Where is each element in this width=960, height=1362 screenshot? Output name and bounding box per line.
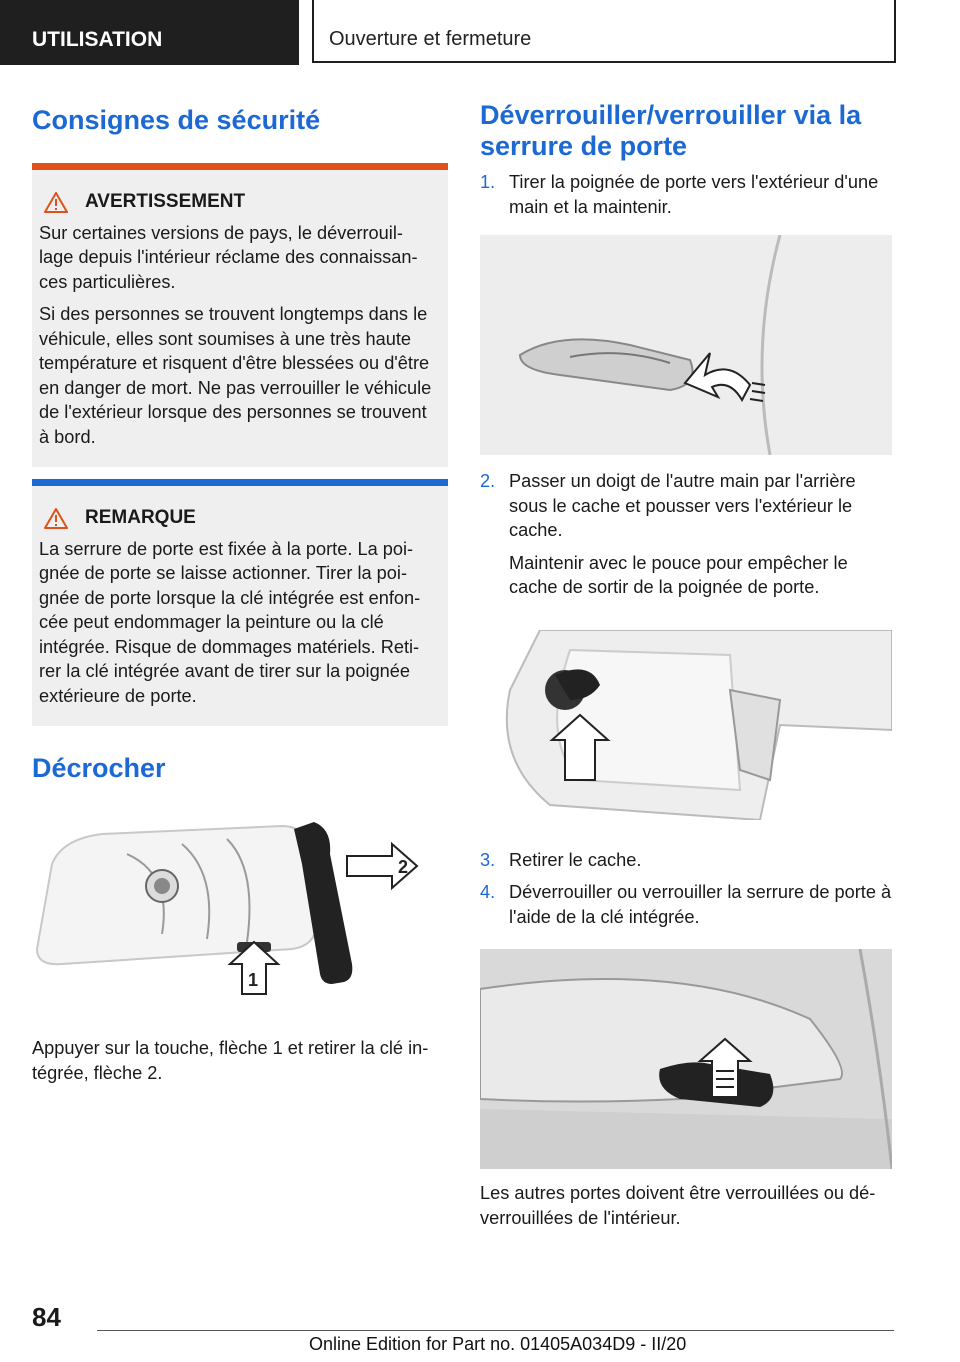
note-text: La serrure de porte est fixée à la porte. La poi-gnée de porte se laisse actionner. Tirer la poi-gnée de porte lorsque la clé intégrée est enfon-cée peut endommager la peinture ou la clé intégrée. Risque de dommages matériels. Reti-rer la clé intégrée avant de tirer sur la poignée extérieure de porte.: [39, 538, 421, 706]
key-lock-figure: [480, 949, 892, 1169]
warning-text-2: Si des personnes se trouvent longtemps dans le véhicule, elles sont soumises à une très haute température et risquent d'être blessées ou d'être en danger de mort. Ne pas verrouiller le véhicule de l'extérieur lorsque des personnes se trouvent à bord.: [39, 304, 432, 447]
warning-box: [32, 163, 448, 467]
right-column: [480, 100, 892, 1230]
step-4: 4. Déverrouiller ou verrouiller la serrure de porte à l'aide de la clé intégrée.: [480, 882, 892, 927]
arrow-1-label: 1: [248, 970, 259, 990]
warning-title: AVERTISSEMENT: [85, 191, 246, 212]
note-box: [32, 479, 448, 726]
decrocher-text: Appuyer sur la touche, flèche 1 et retirer la clé in-tégrée, flèche 2.: [32, 1038, 429, 1083]
step-1: 1. Tirer la poignée de porte vers l'extérieur d'une main et la maintenir.: [480, 172, 879, 217]
chapter-title: Ouverture et fermeture: [312, 0, 896, 63]
page-number: 84: [32, 1302, 61, 1332]
arrow-2-label: 2: [398, 857, 409, 877]
cache-figure: [480, 630, 892, 820]
decrocher-heading: Décrocher: [32, 753, 166, 783]
warning-text-1: Sur certaines versions de pays, le déverrouil-lage depuis l'intérieur réclame des connaissan-ces particulières.: [39, 222, 418, 292]
closing-text: Les autres portes doivent être verrouillées ou dé-verrouillées de l'intérieur.: [480, 1183, 876, 1228]
section-tab: UTILISATION: [0, 0, 299, 65]
left-column: [32, 100, 448, 1085]
arrow-2-icon: [347, 844, 417, 888]
step-2-sub: Maintenir avec le pouce pour empêcher le cache de sortir de la poignée de porte.: [509, 552, 848, 597]
step-3: 3. Retirer le cache.: [480, 849, 642, 870]
footer-edition: Online Edition for Part no. 01405A034D9 - II/20: [309, 1334, 687, 1354]
step-2: 2. Passer un doigt de l'autre main par l'arrière sous le cache et pousser vers l'extérieur le cache. Maintenir avec le pouce pour empêcher le cache de sortir de la poignée de porte.: [480, 469, 892, 600]
warning-triangle-icon: [44, 192, 68, 213]
door-lock-heading: Déverrouiller/verrouiller via la serrure de porte: [480, 100, 862, 161]
warning-triangle-icon: [44, 508, 68, 529]
note-title: REMARQUE: [85, 507, 196, 528]
footer-divider: [97, 1330, 894, 1331]
key-figure: [32, 814, 448, 1004]
safety-heading: Consignes de sécurité: [32, 105, 321, 135]
door-handle-figure: [480, 235, 892, 455]
